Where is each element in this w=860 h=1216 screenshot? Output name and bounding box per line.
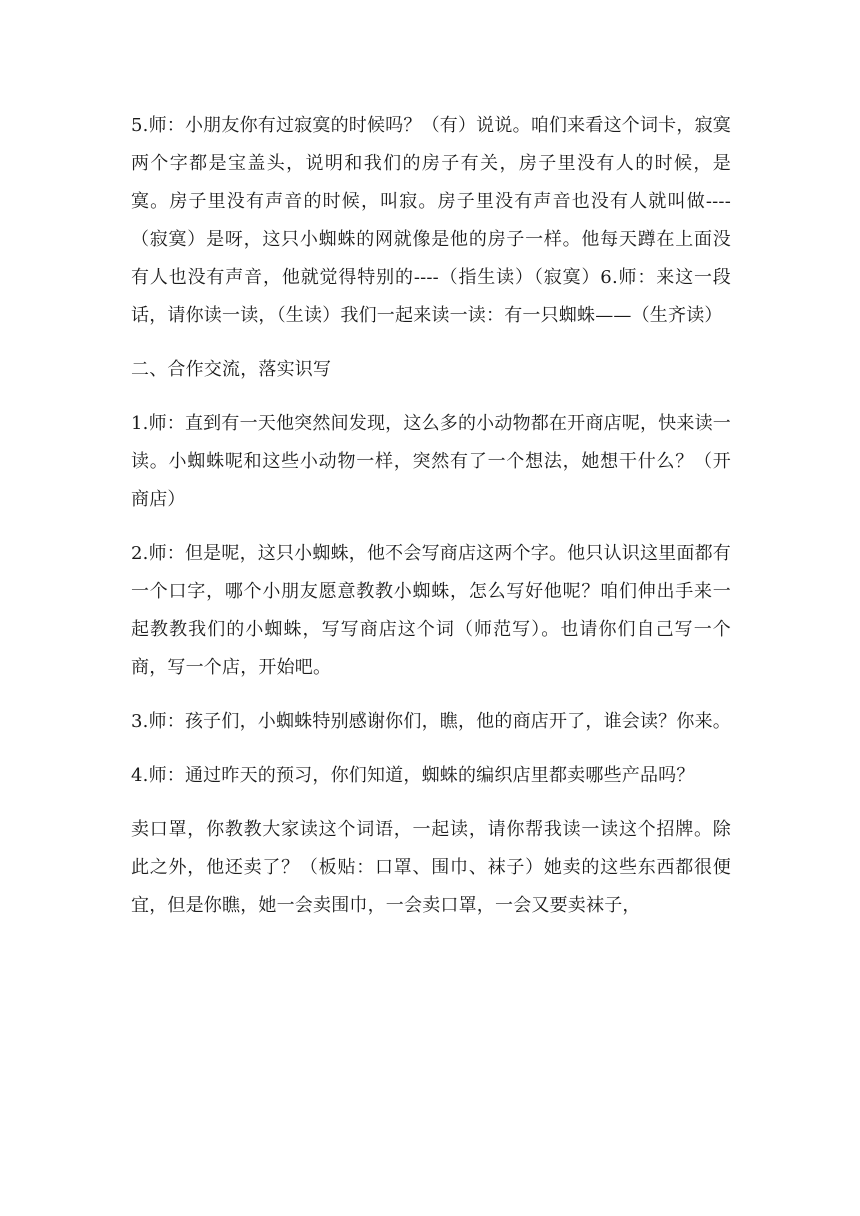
paragraph-step-3: 3.师：孩子们，小蜘蛛特别感谢你们，瞧，他的商店开了，谁会读？你来。 (131, 711, 731, 732)
document-body (131, 107, 731, 941)
paragraph-lesson-step-5: 5.师：小朋友你有过寂寞的时候吗？（有）说说。咱们来看这个词卡，寂寞两个字都是宝盖头，说明和我们的房子有关，房子里没有人的时候，是寞。房子里没有声音的时候，叫寂。房子里没有声音也没有人就叫做----（寂寞）是呀，这只小蜘蛛的网就像是他的房子一样。他每天蹲在上面没有人也没有声音，他就觉得特别的----（指生读）（寂寞）6.师：来这一段话，请你读一读，（生读）我们一起来读一读：有一只蜘蛛——（生齐读） (131, 115, 731, 326)
paragraph-step-4: 4.师：通过昨天的预习，你们知道，蜘蛛的编织店里都卖哪些产品吗？ (131, 765, 695, 786)
paragraph-sell-masks: 卖口罩，你教教大家读这个词语，一起读，请你帮我读一读这个招牌。除此之外，他还卖了？（板贴：口罩、围巾、袜子）她卖的这些东西都很便宜，但是你瞧，她一会卖围巾，一会卖口罩，一会又要卖袜子， (131, 819, 731, 916)
paragraph-step-2: 2.师：但是呢，这只小蜘蛛，他不会写商店这两个字。他只认识这里面都有一个口字，哪个小朋友愿意教教小蜘蛛，怎么写好他呢？咱们伸出手来一起教教我们的小蜘蛛，写写商店这个词（师范写）。也请你们自己写一个商，写一个店，开始吧。 (131, 543, 731, 678)
paragraph-step-1: 1.师：直到有一天他突然间发现，这么多的小动物都在开商店呢，快来读一读。小蜘蛛呢和这些小动物一样，突然有了一个想法，她想干什么？（开商店） (131, 413, 731, 510)
section-heading-cooperation: 二、合作交流，落实识写 (131, 359, 332, 380)
